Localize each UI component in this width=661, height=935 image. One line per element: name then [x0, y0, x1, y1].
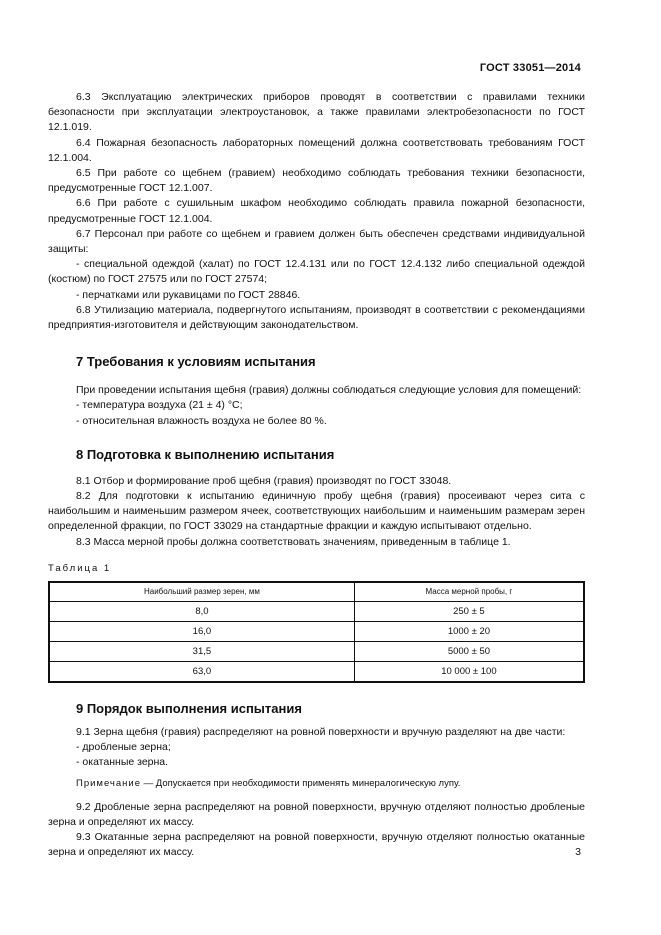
paragraph-6-6: 6.6 При работе с сушильным шкафом необходимо соблюдать правила пожарной безопасности, предусмотренные ГОСТ 12.1.004. [48, 197, 585, 225]
table-caption: Таблица 1 [48, 562, 112, 574]
table-header-row [49, 582, 584, 602]
table-1 [48, 581, 585, 683]
document-code: ГОСТ 33051—2014 [479, 62, 581, 74]
table-cell-mass: 5000 ± 50 [354, 641, 584, 661]
page-number: 3 [575, 846, 581, 858]
table-cell-size: 16,0 [49, 621, 354, 641]
table-row [49, 621, 584, 641]
table-cell-size: 63,0 [49, 661, 354, 682]
paragraph-8-3: 8.3 Масса мерной пробы должна соответствовать значениям, приведенным в таблице 1. [76, 535, 511, 548]
list-item: - окатанные зерна. [76, 756, 169, 769]
paragraph-9-3: 9.3 Окатанные зерна распределяют на ровной поверхности, вручную отделяют полностью окатанные зерна и определяют их массу. [48, 831, 585, 859]
table-cell-mass: 10 000 ± 100 [354, 661, 584, 682]
paragraph-6-7: 6.7 Персонал при работе со щебнем и гравием должен быть обеспечен средствами индивидуальной защиты: [48, 227, 585, 256]
table-cell-mass: 1000 ± 20 [354, 621, 584, 641]
note-label: Примечание [76, 778, 141, 790]
paragraph-6-3: 6.3 Эксплуатацию электрических приборов проводят в соответствии с правилами техники безопасности при эксплуатации электроустановок, а также правилами электробезопасности по ГОСТ 12.1.019. [48, 91, 585, 134]
paragraph-9-2: 9.2 Дробленые зерна распределяют на ровной поверхности, вручную отделяют полностью дробленые зерна и определяют их массу. [48, 800, 585, 828]
table-cell-mass: 250 ± 5 [354, 601, 584, 621]
section-7-heading: 7 Требования к условиям испытания [76, 354, 316, 370]
paragraph-8-1: 8.1 Отбор и формирование проб щебня (гравия) производят по ГОСТ 33048. [76, 474, 452, 487]
table-header-size: Наибольший размер зерен, мм [49, 582, 354, 602]
list-item: - температура воздуха (21 ± 4) °С; [76, 399, 243, 412]
paragraph-9-1: 9.1 Зерна щебня (гравия) распределяют на ровной поверхности и вручную разделяют на две части: [76, 725, 566, 738]
section-8-heading: 8 Подготовка к выполнению испытания [76, 446, 335, 462]
note-text: — Допускается при необходимости применять минералогическую лупу. [141, 778, 461, 790]
table-header-mass: Масса мерной пробы, г [354, 582, 584, 602]
section-9-heading: 9 Порядок выполнения испытания [76, 700, 302, 716]
note [48, 776, 585, 791]
paragraph-8-2: 8.2 Для подготовки к испытанию единичную пробу щебня (гравия) просеивают через сита с наибольшим и наименьшим размером ячеек, соответствующих наибольшим и наименьшим размерам зерен определенной фракции, по ГОСТ 33029 на стандартные фракции и каждую испытывают отдельно. [48, 490, 585, 533]
paragraph-6-4: 6.4 Пожарная безопасность лабораторных помещений должна соответствовать требованиям ГОСТ 12.1.004. [48, 136, 585, 164]
page-content [48, 90, 585, 861]
table-row [49, 601, 584, 621]
table-row [49, 641, 584, 661]
list-item: - перчатками или рукавицами по ГОСТ 28846. [76, 288, 301, 301]
table-row [49, 661, 584, 682]
list-item: - специальной одеждой (халат) по ГОСТ 12.4.131 или по ГОСТ 12.4.132 либо специальной одеждой (костюм) по ГОСТ 27575 или по ГОСТ 27574; [48, 258, 585, 286]
list-item: - дробленые зерна; [76, 741, 171, 754]
section-7-intro: При проведении испытания щебня (гравия) должны соблюдаться следующие условия для помещений: [76, 384, 582, 397]
table-cell-size: 31,5 [49, 641, 354, 661]
table-cell-size: 8,0 [49, 601, 354, 621]
paragraph-6-8: 6.8 Утилизацию материала, подвергнутого испытаниям, производят в соответствии с рекомендациями предприятия-изготовителя и действующим законодательством. [48, 303, 585, 332]
paragraph-6-5: 6.5 При работе со щебнем (гравием) необходимо соблюдать требования техники безопасности, предусмотренные ГОСТ 12.1.007. [48, 167, 585, 195]
list-item: - относительная влажность воздуха не более 80 %. [76, 414, 327, 427]
